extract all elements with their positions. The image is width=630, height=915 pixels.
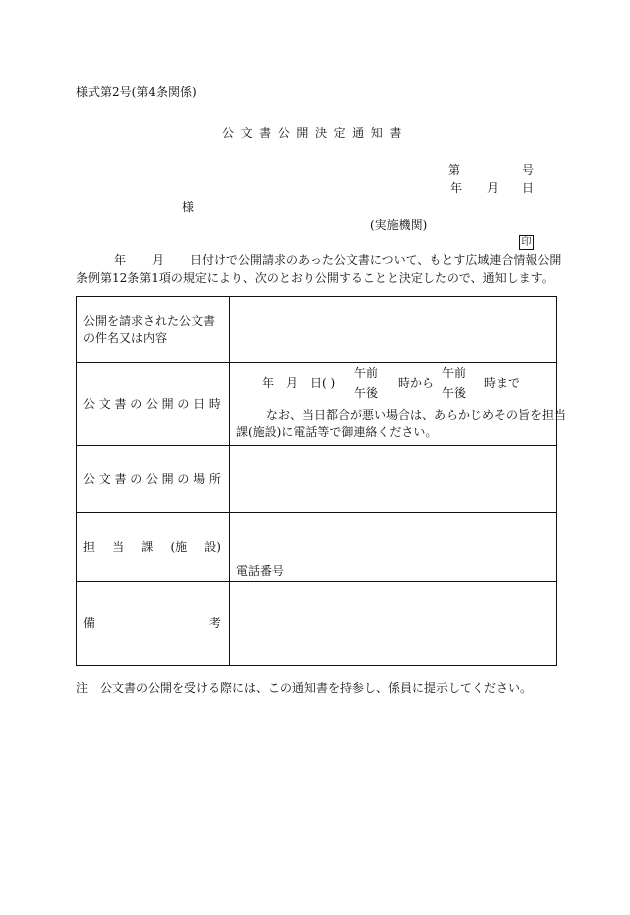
dt-month: 月 bbox=[286, 376, 299, 390]
document-number-suffix: 号 bbox=[522, 163, 535, 177]
value-document-subject bbox=[230, 297, 557, 363]
table-row bbox=[77, 513, 557, 582]
footnote: 注 公文書の公開を受ける際には、この通知書を持参し、係員に提示してください。 bbox=[76, 681, 533, 695]
dt-year: 年 bbox=[262, 376, 275, 390]
body-year-label: 年 bbox=[114, 253, 127, 267]
date-month-label: 月 bbox=[487, 181, 500, 195]
phone-number-label: 電話番号 bbox=[236, 563, 285, 578]
label-disclosure-datetime: 公 文 書 の 公 開 の 日 時 bbox=[77, 363, 230, 446]
dt-contact-note: なお、当日都合が悪い場合は、あらかじめその旨を担当課(施設)に電話等で御連絡ください。 bbox=[236, 408, 567, 439]
body-month-label: 月 bbox=[152, 253, 165, 267]
value-disclosure-place bbox=[230, 446, 557, 513]
document-title: 公文書公開決定通知書 bbox=[221, 126, 408, 140]
body-line-2-text: 条例第12条第1項の規定により、次のとおり公開することと決定したので、通知します。 bbox=[76, 271, 554, 285]
value-responsible-section bbox=[230, 513, 557, 582]
table-row bbox=[77, 297, 557, 363]
date-day-label: 日 bbox=[522, 181, 535, 195]
form-number: 様式第2号(第4条関係) bbox=[76, 85, 197, 99]
dt-until: 時まで bbox=[484, 376, 521, 390]
value-disclosure-datetime bbox=[230, 363, 567, 446]
dt-am-end: 午前 bbox=[442, 366, 467, 380]
recipient-honorific: 様 bbox=[182, 200, 195, 214]
table-row bbox=[77, 582, 557, 666]
seal-mark: 印 bbox=[519, 235, 534, 250]
notice-body bbox=[76, 251, 561, 287]
table-row bbox=[77, 446, 557, 513]
dt-pm-start: 午後 bbox=[354, 386, 379, 400]
label-document-subject: 公開を請求された公文書の件名又は内容 bbox=[77, 297, 230, 363]
dt-day-weekday: 日( ) bbox=[310, 376, 336, 390]
label-responsible-section: 担 当 課 (施 設) bbox=[77, 513, 230, 582]
table-row bbox=[77, 363, 557, 446]
value-remarks bbox=[230, 582, 557, 666]
dt-am-start: 午前 bbox=[354, 366, 379, 380]
issuing-agency-label: (実施機関) bbox=[370, 218, 428, 232]
disclosure-details-table bbox=[76, 296, 567, 666]
label-disclosure-place: 公 文 書 の 公 開 の 場 所 bbox=[77, 446, 230, 513]
date-year-label: 年 bbox=[450, 181, 463, 195]
body-line-1-text: 日付けで公開請求のあった公文書について、もとす広域連合情報公開 bbox=[190, 253, 562, 267]
notice-body-line-1 bbox=[76, 251, 561, 269]
document-number-prefix: 第 bbox=[448, 163, 461, 177]
dt-from: 時から bbox=[398, 376, 435, 390]
dt-pm-end: 午後 bbox=[442, 386, 467, 400]
label-remarks: 備 考 bbox=[77, 582, 230, 666]
